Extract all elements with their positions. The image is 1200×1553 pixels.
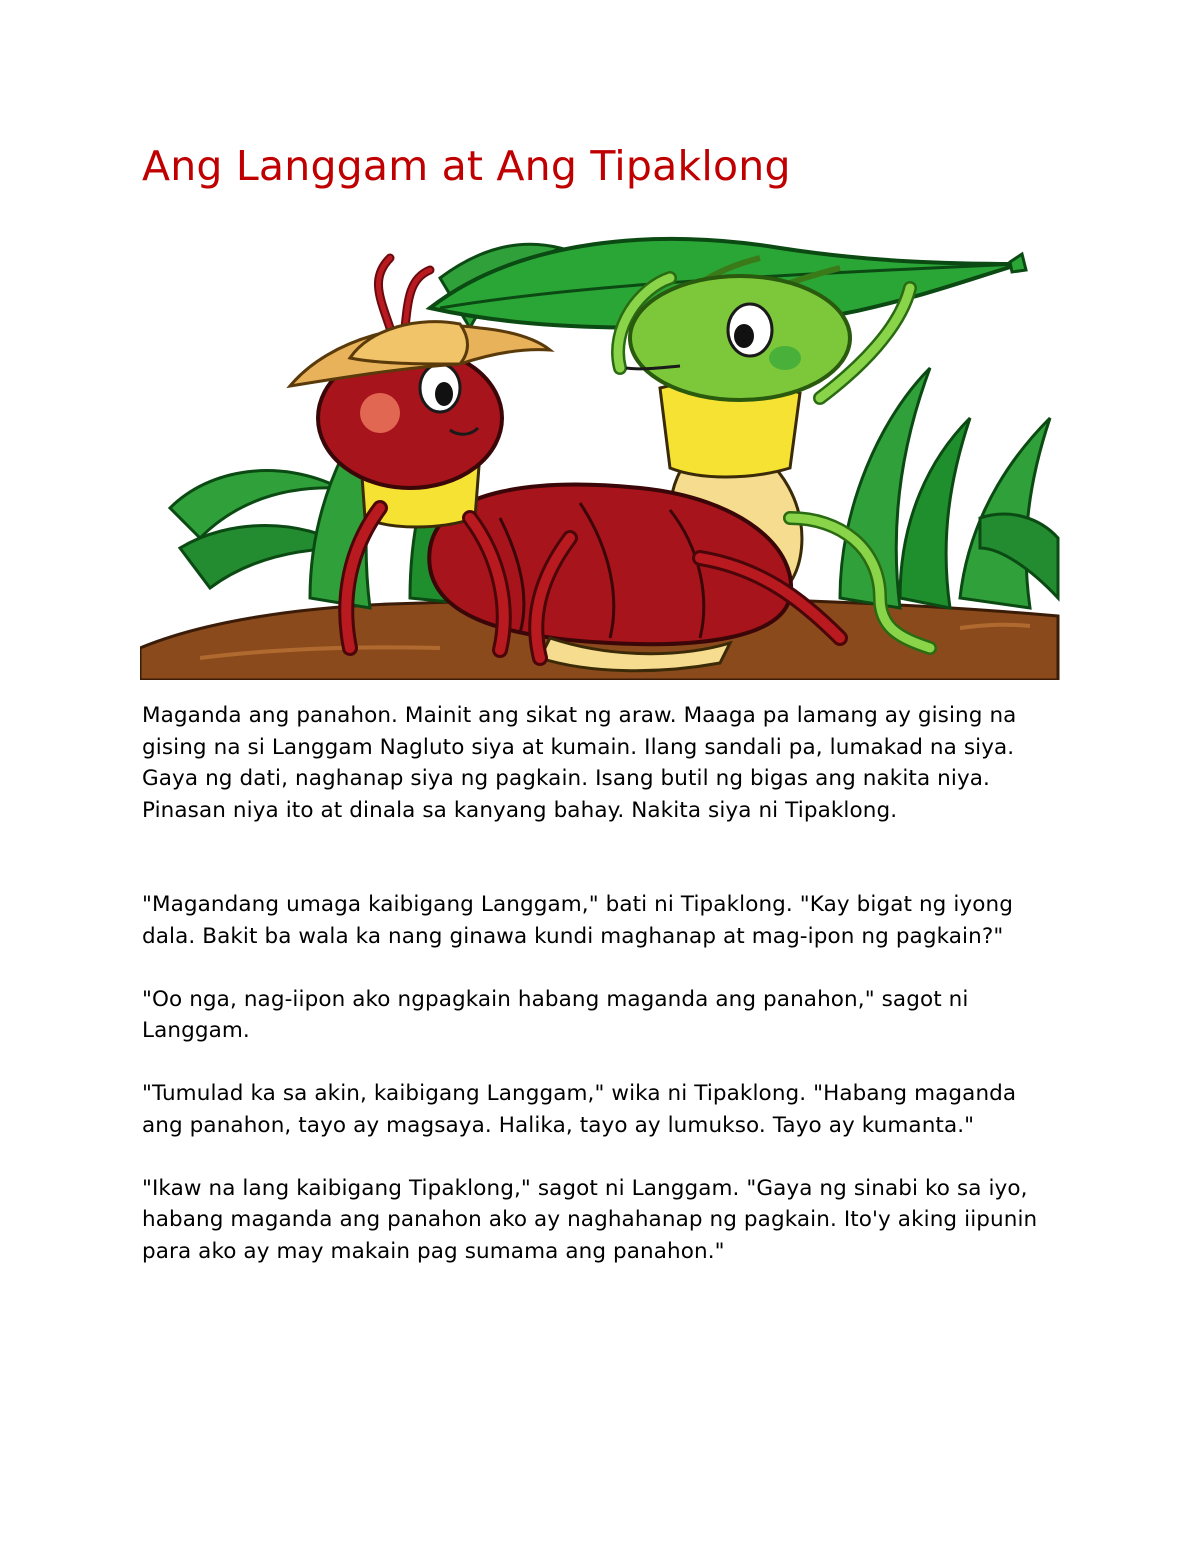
story-paragraph: "Oo nga, nag-iipon ako ngpagkain habang maganda ang panahon," sagot ni Langgam.: [142, 986, 969, 1043]
story-paragraph: "Ikaw na lang kaibigang Tipaklong," sagot ni Langgam. "Gaya ng sinabi ko sa iyo, habang maganda ang panahon ako ay naghahanap ng pagkain. Ito'y aking iipunin para ako ay may makain pag sumama ang panahon.": [142, 1175, 1038, 1264]
story-paragraph: Maganda ang panahon. Mainit ang sikat ng araw. Maaga pa lamang ay gising na gising na si Langgam Nagluto siya at kumain. Ilang sandali pa, lumakad na siya. Gaya ng dati, naghanap siya ng pagkain. Isang butil ng bigas ang nakita niya. Pinasan niya ito at dinala sa kanyang bahay. Nakita siya ni Tipaklong.: [142, 703, 1017, 823]
story-title: Ang Langgam at Ang Tipaklong: [142, 142, 791, 190]
ant-and-grasshopper-illustration: [140, 218, 1060, 680]
story-paragraph: "Magandang umaga kaibigang Langgam," bati ni Tipaklong. "Kay bigat ng iyong dala. Bakit ba wala ka nang ginawa kundi maghanap at mag-ipon ng pagkain?": [142, 892, 1013, 949]
story-body: [142, 700, 1062, 1267]
story-paragraph: "Tumulad ka sa akin, kaibigang Langgam," wika ni Tipaklong. "Habang maganda ang panahon, tayo ay magsaya. Halika, tayo ay lumukso. Tayo ay kumanta.": [142, 1081, 1017, 1138]
